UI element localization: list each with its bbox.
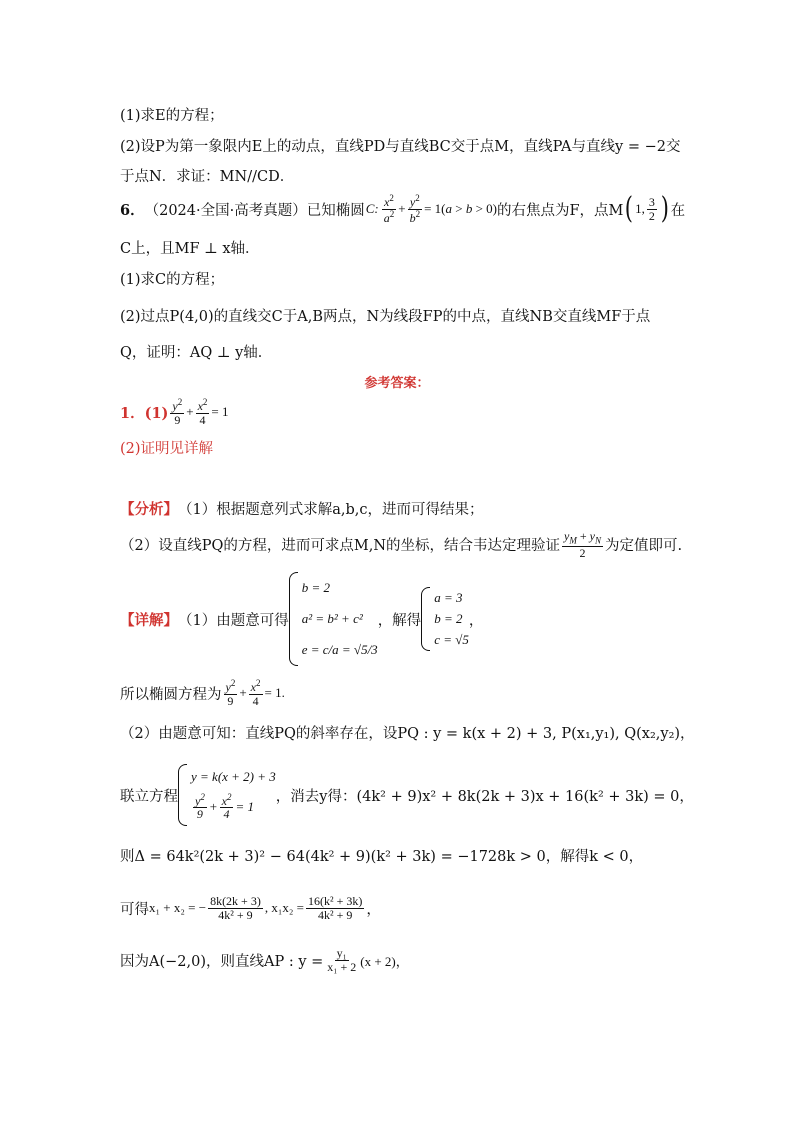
answer-title: 参考答案： bbox=[364, 376, 430, 391]
detail-2: （2）由题意可知：直线PQ的斜率存在，设PQ : y = k(x + 2) + 3, P(x₁,y₁), Q(x₂,y₂)， bbox=[120, 726, 695, 742]
frac-3-2: $\frac{3}{2}$ bbox=[648, 195, 655, 223]
problem6-q1: (1)求C的方程； bbox=[120, 272, 225, 288]
combine-equations: 联立方程 y = k(x + 2) + 3 $\frac{y^2}{9}$ + $\frac{x^2}{4}$ = 1 ，消去y得：(4k² + 9)x² + 8k(2k + 3)x + 16(k² + 3k) = 0， bbox=[120, 764, 694, 826]
detail-1: 【详解】 （1）由题意可得 b = 2 a² = b² + c² e = c/a = √5/3 ，解得 a = 3 b = 2 c = √5 ， bbox=[120, 572, 483, 666]
problem6-source: （2024·全国·高考真题） bbox=[144, 202, 307, 219]
system-given: b = 2 a² = b² + c² e = c/a = √5/3 bbox=[289, 572, 378, 666]
problem6-line2: C上，且MF ⊥ x轴． bbox=[120, 241, 260, 257]
problem6-q2-line2: Q，证明：AQ ⊥ y轴． bbox=[120, 345, 273, 361]
analysis-line1: 【分析】 （1）根据题意列式求解a,b,c，进而可得结果； bbox=[120, 498, 484, 519]
problem6-stem: 6． （2024·全国·高考真题） 已知椭圆 C: $\frac{x^2}{a^2}$ + $\frac{y^2}{b^2}$ = 1(a > b > 0) 的右焦点为F，点M ( 1, $\frac{3}{2}$ ) 在 bbox=[120, 191, 686, 227]
frac-x2-a2: $\frac{x^2}{a^2}$ bbox=[383, 193, 395, 225]
answer-1-q2: (2)证明见详解 bbox=[120, 441, 214, 457]
prev-q2-line1: (2)设P为第一象限内E上的动点，直线PD与直线BC交于点M，直线PA与直线y = −2交 bbox=[120, 139, 681, 155]
detail-tag: 【详解】 bbox=[120, 611, 178, 629]
problem6-number: 6． bbox=[120, 201, 145, 219]
system-solution: a = 3 b = 2 c = √5 bbox=[421, 587, 469, 651]
ellipse-result: 所以椭圆方程为 $\frac{y^2}{9}$ + $\frac{x^2}{4}$ = 1. bbox=[120, 678, 285, 708]
prev-q1: (1)求E的方程； bbox=[120, 108, 224, 124]
vieta-line: 可得 x₁ + x₂ = − $\frac{8k(2k + 3)}{\text{4k² + 9}}$ , x₁x₂ = $\frac{\text{16(k² + 3k)}}{\text{4k² + 9}}$ ， bbox=[120, 894, 381, 922]
frac-y2-b2: $\frac{y^2}{b^2}$ bbox=[409, 193, 421, 225]
delta-line: 则Δ = 64k²(2k + 3)² − 64(4k² + 9)(k² + 3k) = −1728k > 0，解得k < 0， bbox=[120, 849, 644, 865]
problem6-q2-line1: (2)过点P(4,0)的直线交C于A,B两点，N为线段FP的中点，直线NB交直线MF于点 bbox=[120, 309, 651, 325]
analysis-tag: 【分析】 bbox=[120, 501, 178, 518]
prev-q2-line2: 于点N．求证：MN//CD． bbox=[120, 169, 295, 185]
analysis-line2: （2）设直线PQ的方程，进而可求点M,N的坐标，结合韦达定理验证 $\frac{y_M + y_N}{2}$ 为定值即可. bbox=[120, 529, 683, 560]
answer-1-q1: 1．(1) $\frac{y^2}{9}$ + $\frac{x^2}{4}$ = 1 bbox=[120, 397, 229, 427]
line-ap: 因为A(−2,0)，则直线AP : y = $\frac{\text{y₁}}{\text{x₁ + 2}}$ (x + 2)， bbox=[120, 946, 409, 974]
